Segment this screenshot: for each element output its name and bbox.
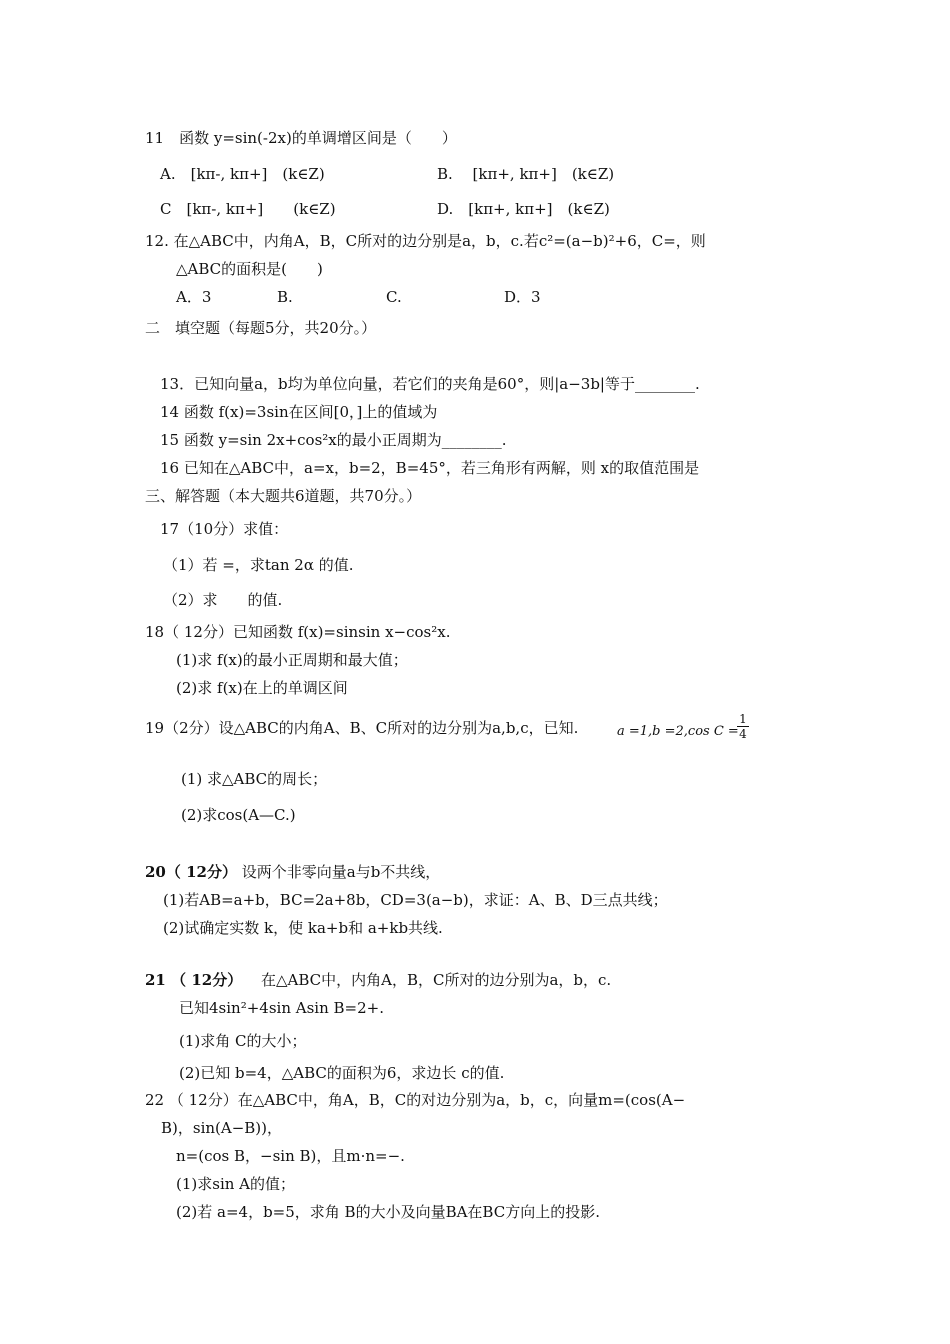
q11-stem: 11 函数 y=sin(-2x)的单调增区间是（ ） [145,129,457,147]
q12-option-a: A．3 [176,288,212,306]
q18-stem: 18（ 12分）已知函数 f(x)=sinsin x−cos²x. [145,623,451,641]
q19-given-formula: a =1,b =2,cos C = [617,724,739,739]
section-fill-in-heading: 二 填空题（每题5分，共20分。） [145,319,377,337]
q20-stem-text: 设两个非零向量a与b不共线， [241,863,441,881]
q21-stem-text: 在△ABC中，内角A，B，C所对的边分别为a，b，c. [260,971,612,989]
section-answer-heading: 三、解答题（本大题共6道题，共70分。） [145,487,422,505]
q16-text: 16 已知在△ABC中，a=x，b=2，B=45°，若三角形有两解，则 x的取值范围是 [160,459,700,477]
q12-stem-line2: △ABC的面积是( ) [176,260,323,278]
q21-stem [145,970,611,990]
q18-part2: (2)求 f(x)在上的单调区间 [176,679,348,697]
q22-stem-line1: 22 （ 12分）在△ABC中，角A，B，C的对边分别为a，b，c，向量m=(cos(A− [145,1091,686,1109]
q19-fraction-denominator: 4 [739,727,747,741]
q17-part2: （2）求 的值. [163,591,283,609]
q19-stem: 19（2分）设△ABC的内角A、B、C所对的边分别为a,b,c，已知. [145,719,579,737]
q20-stem [145,862,440,882]
q21-given: 已知4sin²+4sin Asin B=2+. [179,999,384,1017]
q22-part2: (2)若 a=4，b=5，求角 B的大小及向量BA在BC方向上的投影. [176,1203,600,1221]
q19-part1: (1) 求△ABC的周长； [181,770,328,788]
q20-part1: (1)若AB=a+b，BC=2a+8b，CD=3(a−b)，求证：A、B、D三点共线； [163,891,668,909]
q22-stem-line3: n=(cos B，−sin B)，且m·n=−. [176,1147,405,1165]
q18-part1: (1)求 f(x)的最小正周期和最大值； [176,651,408,669]
q12-option-b: B. [277,288,293,306]
q12-option-d: D．3 [504,288,541,306]
q21-part2: (2)已知 b=4，△ABC的面积为6，求边长 c的值. [179,1064,505,1082]
q19-fraction-numerator: 1 [737,712,749,727]
q14-text: 14 函数 f(x)=3sin在区间[0，]上的值域为 [160,403,438,421]
q21-part1: (1)求角 C的大小； [179,1032,307,1050]
q15-text: 15 函数 y=sin 2x+cos²x的最小正周期为________. [160,431,507,449]
q19-fraction [737,712,749,741]
q11-option-b: B. [kπ+, kπ+] (k∈Z) [437,165,615,183]
q22-stem-line2: B)，sin(A−B))， [161,1119,283,1137]
q11-option-a: A. [kπ-, kπ+] (k∈Z) [160,165,325,183]
q11-option-d: D. [kπ+, kπ+] (k∈Z) [437,200,610,218]
q12-option-c: C. [386,288,402,306]
q19-part2: (2)求cos(A—C.) [181,806,296,824]
q17-part1: （1）若 =，求tan 2α 的值. [163,556,354,574]
q21-heading: 21 （ 12分） [145,971,243,989]
q17-stem: 17（10分）求值： [160,520,289,538]
q20-heading: 20（ 12分） [145,863,237,881]
q12-stem-line1: 12. 在△ABC中，内角A，B，C所对的边分别是a，b，c.若c²=(a−b)²+6，C=，则 [145,232,706,250]
q11-option-c: C [kπ-, kπ+] (k∈Z) [160,200,336,218]
q22-part1: (1)求sin A的值； [176,1175,296,1193]
q20-part2: (2)试确定实数 k，使 ka+b和 a+kb共线. [163,919,443,937]
q13-text: 13．已知向量a，b均为单位向量，若它们的夹角是60°，则|a−3b|等于________. [160,375,700,393]
